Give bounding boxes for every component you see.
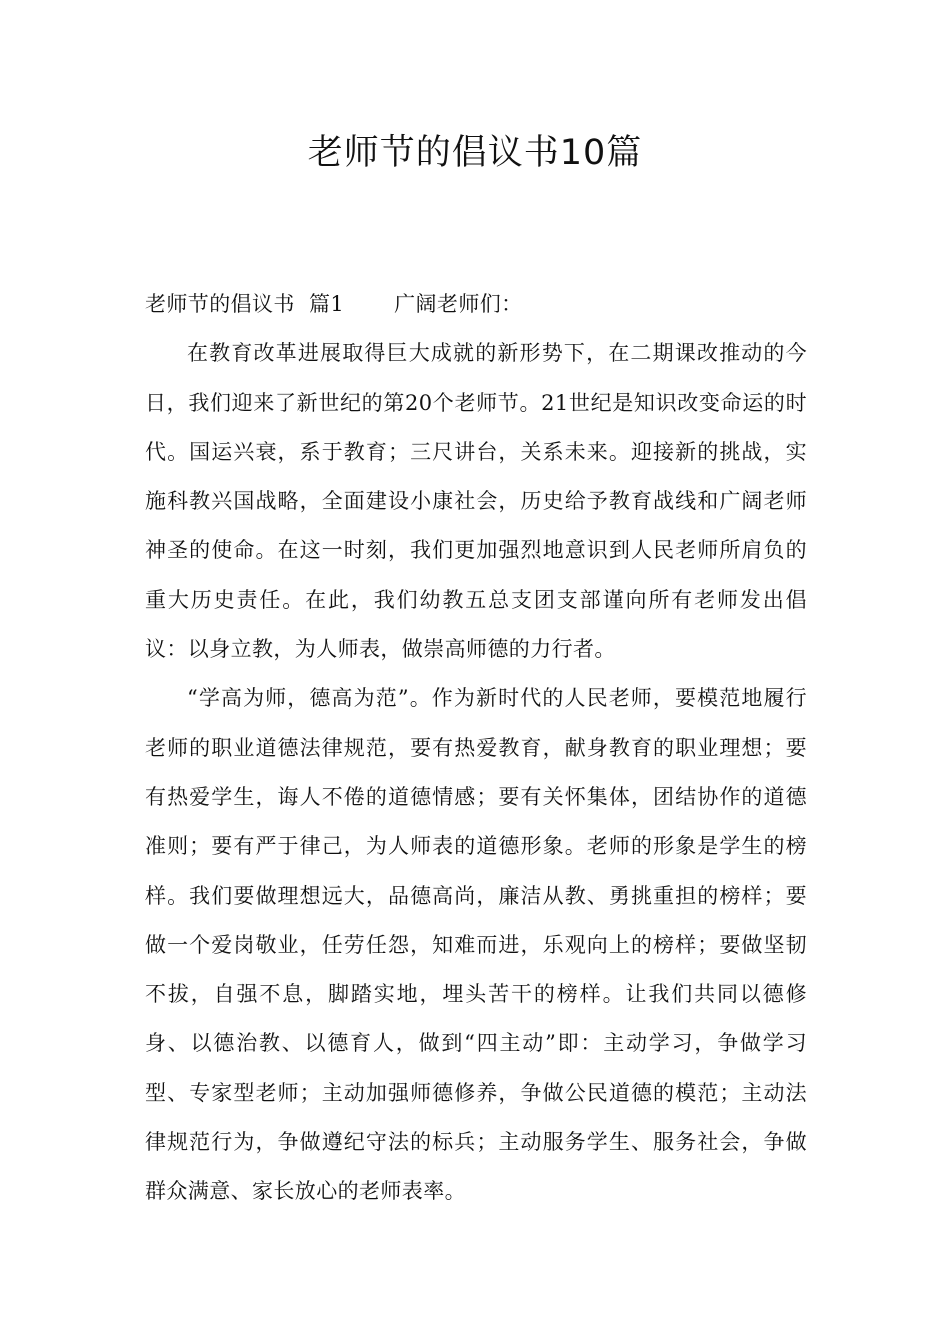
- salutation: 广阔老师们：: [394, 292, 523, 316]
- document-title: 老师节的倡议书10篇: [307, 133, 643, 173]
- section-heading: 老师节的倡议书 篇1: [145, 292, 345, 316]
- section-heading-line: [145, 280, 807, 329]
- paragraph: “学高为师，德高为范”。作为新时代的人民老师，要模范地履行老师的职业道德法律规范，要有热爱教育，献身教育的职业理想；要有热爱学生，诲人不倦的道德情感；要有关怀集体，团结协作的道德准则；要有严于律己，为人师表的道德形象。老师的形象是学生的榜样。我们要做理想远大，品德高尚，廉洁从教、勇挑重担的榜样；要做一个爱岗敬业，任劳任怨，知难而进，乐观向上的榜样；要做坚韧不拔，自强不息，脚踏实地，埋头苦干的榜样。让我们共同以德修身、以德治教、以德育人，做到“四主动”即：主动学习，争做学习型、专家型老师；主动加强师德修养，争做公民道德的模范；主动法律规范行为，争做遵纪守法的标兵；主动服务学生、服务社会，争做群众满意、家长放心的老师表率。: [145, 686, 807, 1204]
- paragraph: 在教育改革进展取得巨大成就的新形势下，在二期课改推动的今日，我们迎来了新世纪的第20个老师节。21世纪是知识改变命运的时代。国运兴衰，系于教育；三尺讲台，关系未来。迎接新的挑战，实施科教兴国战略，全面建设小康社会，历史给予教育战线和广阔老师神圣的使命。在这一时刻，我们更加强烈地意识到人民老师所肩负的重大历史责任。在此，我们幼教五总支团支部谨向所有老师发出倡议：以身立教，为人师表，做崇高师德的力行者。: [145, 341, 807, 662]
- document-body: [145, 280, 807, 1217]
